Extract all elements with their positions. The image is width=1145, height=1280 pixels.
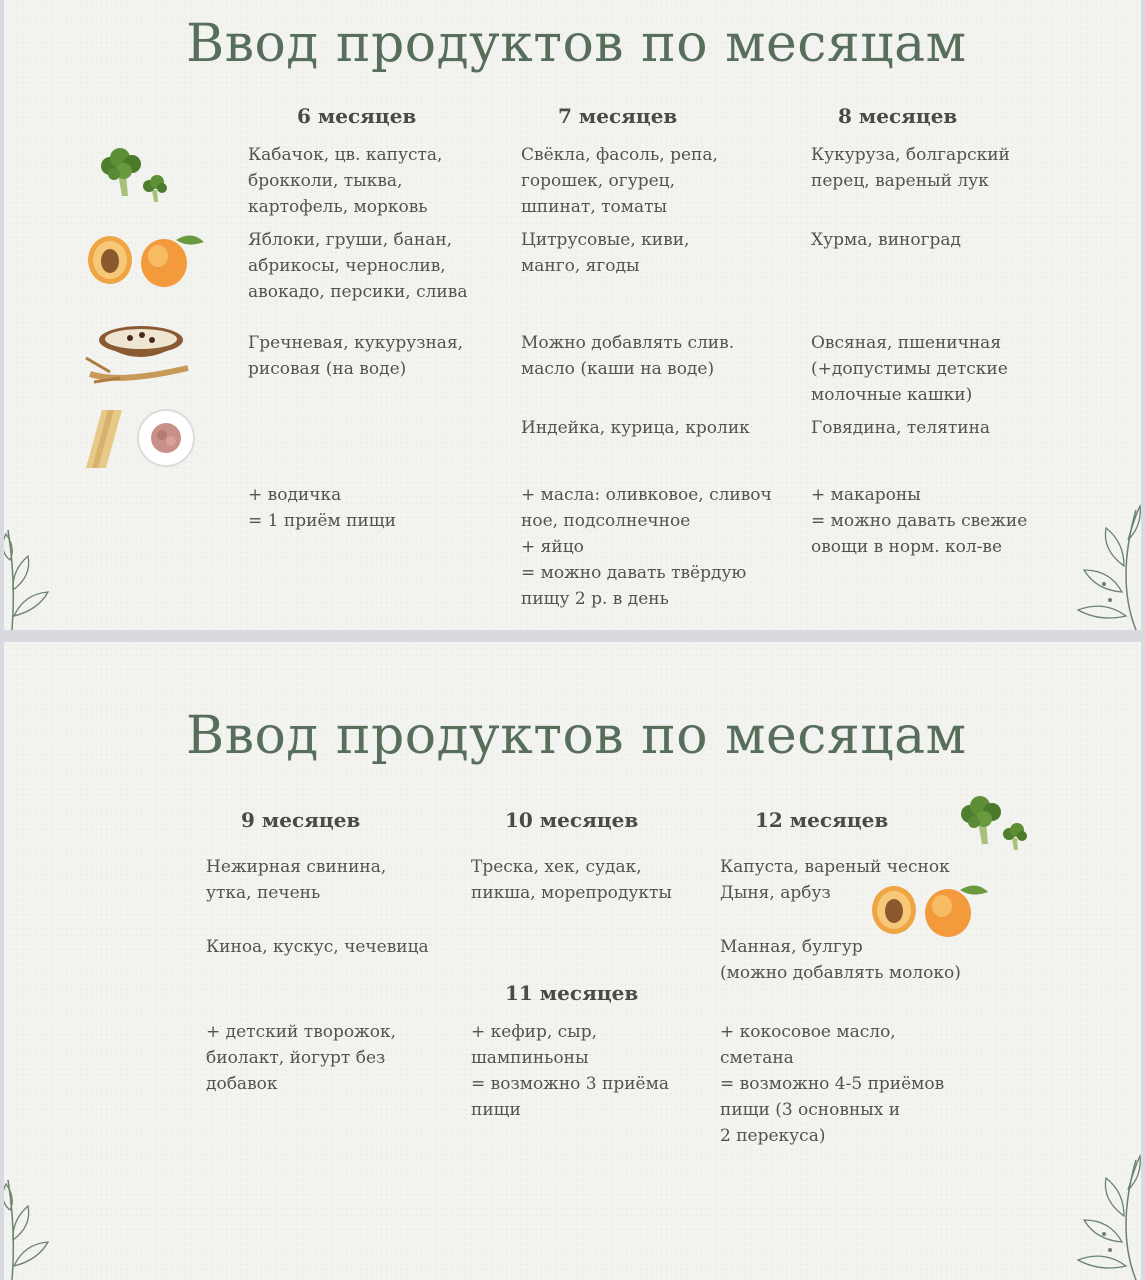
- month-9-heading: 9 месяцев: [241, 808, 361, 832]
- m7-extras: + масла: оливковое, сливоч ное, подсолнечное + яйцо = можно давать твёрдую пищу 2 р. в день: [521, 485, 772, 609]
- month-6-heading: 6 месяцев: [297, 104, 417, 128]
- m12-row2: Манная, булгур (можно добавлять молоко): [720, 937, 961, 983]
- m6-vegetables: Кабачок, цв. капуста, брокколи, тыква, картофель, морковь: [248, 145, 443, 217]
- leaf-branch-icon: [1066, 1150, 1141, 1280]
- page-title: Ввод продуктов по месяцам: [186, 706, 967, 766]
- month-8-heading: 8 месяцев: [838, 104, 958, 128]
- m8-fruits: Хурма, виноград: [811, 230, 962, 250]
- m12-extras: + кокосовое масло, сметана = возможно 4-5 приёмов пищи (3 основных и 2 перекуса): [720, 1022, 945, 1146]
- apricot-icon: [84, 228, 208, 292]
- month-7-heading: 7 месяцев: [558, 104, 678, 128]
- meat-plate-icon: [84, 408, 196, 470]
- m7-vegetables: Свёкла, фасоль, репа, горошек, огурец, шпинат, томаты: [521, 145, 718, 217]
- slide-months-9-12: [4, 642, 1141, 1280]
- m7-meat: Индейка, курица, кролик: [521, 418, 750, 438]
- page-title: Ввод продуктов по месяцам: [186, 14, 967, 74]
- broccoli-icon: [96, 144, 176, 208]
- broccoli-icon: [956, 792, 1036, 856]
- m6-fruits: Яблоки, груши, банан, абрикосы, чернослив, авокадо, персики, слива: [248, 230, 468, 302]
- m8-vegetables: Кукуруза, болгарский перец, вареный лук: [811, 145, 1010, 191]
- m10-row1: Треска, хек, судак, пикша, морепродукты: [471, 857, 672, 903]
- m7-fruits: Цитрусовые, киви, манго, ягоды: [521, 230, 690, 276]
- month-11-heading: 11 месяцев: [505, 981, 639, 1005]
- m8-extras: + макароны = можно давать свежие овощи в норм. кол-ве: [811, 485, 1028, 557]
- m8-cereals: Овсяная, пшеничная (+допустимы детские молочные кашки): [811, 333, 1008, 405]
- m12-row1: Капуста, вареный чеснок Дыня, арбуз: [720, 857, 950, 903]
- m11-extras: + кефир, сыр, шампиньоны = возможно 3 приёма пищи: [471, 1022, 669, 1120]
- month-12-heading: 12 месяцев: [755, 808, 889, 832]
- leaf-branch-icon: [1066, 500, 1141, 630]
- leaf-branch-icon: [4, 520, 64, 630]
- m8-meat: Говядина, телятина: [811, 418, 991, 438]
- slide-months-6-8: [4, 0, 1141, 630]
- month-10-heading: 10 месяцев: [505, 808, 639, 832]
- leaf-branch-icon: [4, 1170, 64, 1280]
- m6-cereals: Гречневая, кукурузная, рисовая (на воде): [248, 333, 464, 379]
- m9-row1: Нежирная свинина, утка, печень: [206, 857, 387, 903]
- m7-cereals: Можно добавлять слив. масло (каши на воде): [521, 333, 735, 379]
- m6-extras: + водичка = 1 приём пищи: [248, 485, 396, 531]
- porridge-bowl-icon: [80, 316, 200, 396]
- m9-row2: Киноа, кускус, чечевица: [206, 937, 429, 957]
- m9-extras: + детский творожок, биолакт, йогурт без добавок: [206, 1022, 397, 1094]
